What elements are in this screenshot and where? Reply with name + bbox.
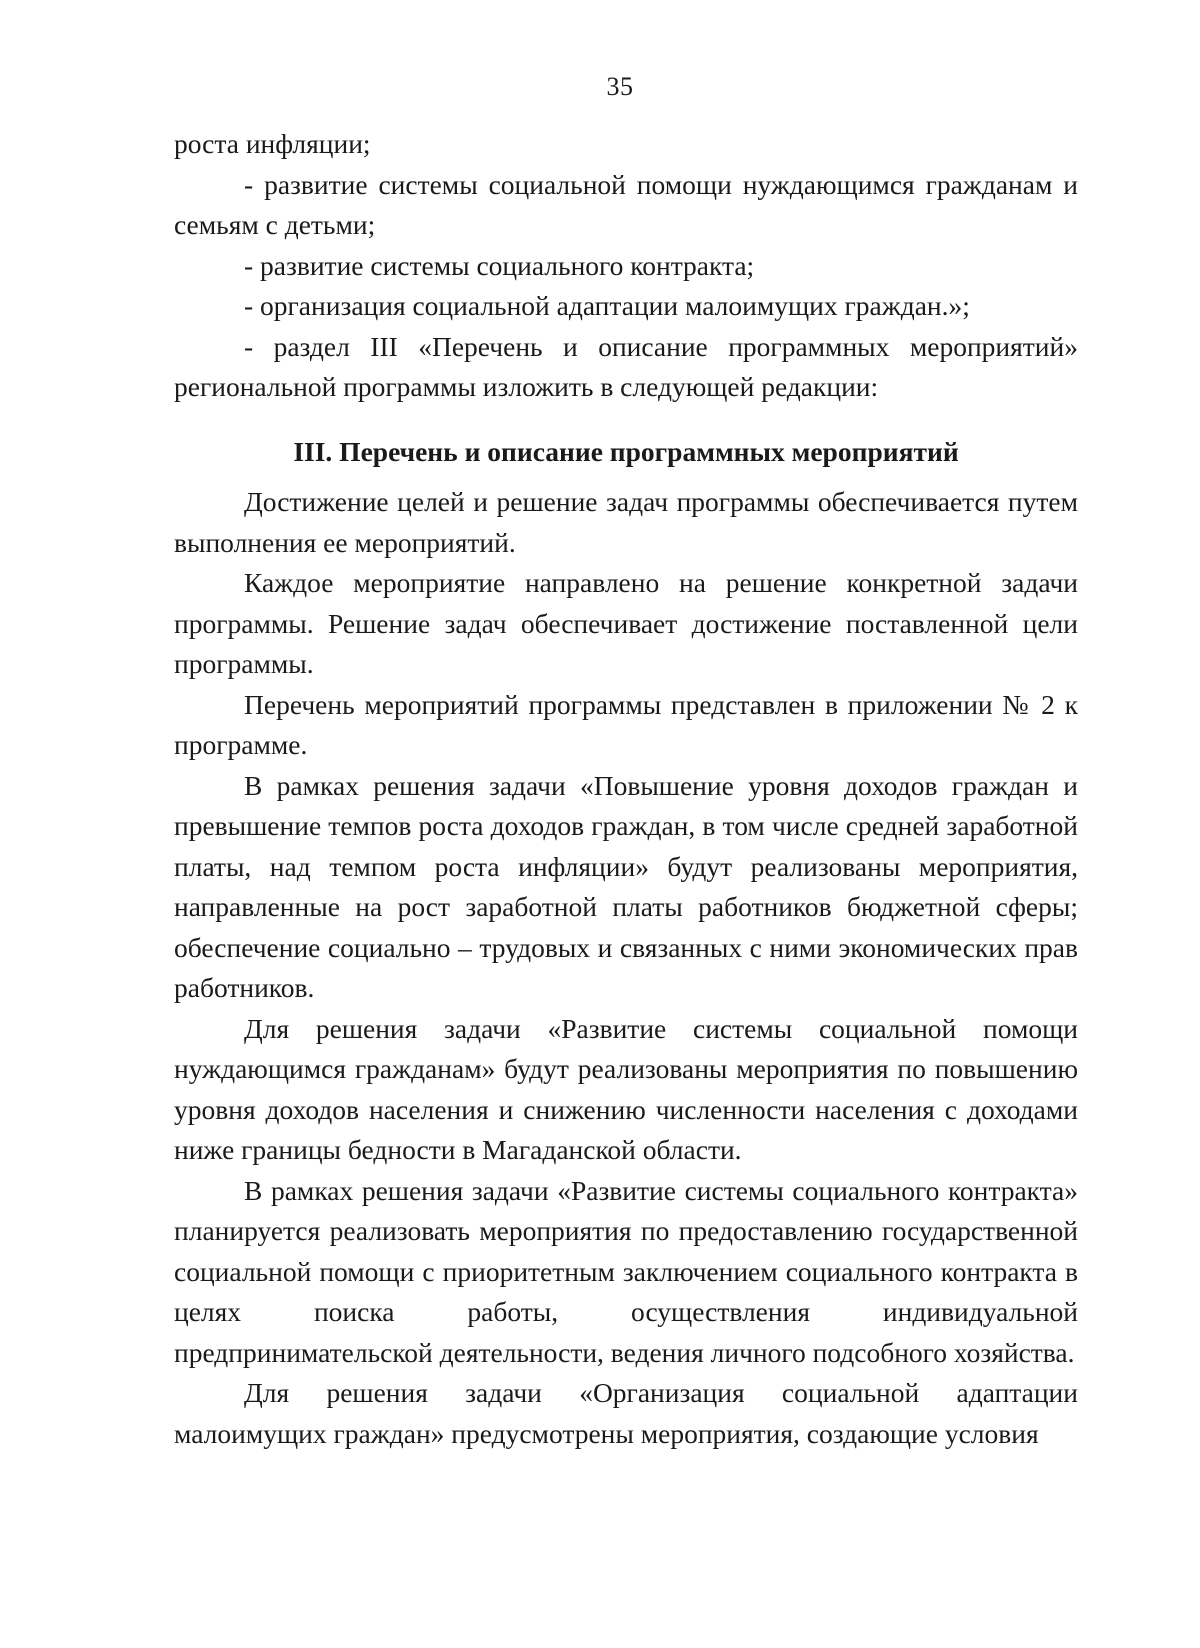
paragraph: В рамках решения задачи «Повышение уровня доходов граждан и превышение темпов роста доходов граждан, в том числе средней заработной платы, над темпом роста инфляции» будут реализованы мероприятия, направленные на рост заработной платы работников бюджетной сферы; обеспечение социально – трудовых и связанных с ними экономических прав работников. [174,769,1078,1003]
page-number: 35 [606,72,634,101]
section-heading: III. Перечень и описание программных мероприятий [293,435,959,467]
paragraph: Достижение целей и решение задач программы обеспечивается путем выполнения ее мероприятий. [174,486,1078,558]
paragraph: Для решения задачи «Развитие системы социальной помощи нуждающимся гражданам» будут реализованы мероприятия по повышению уровня доходов населения и снижению численности населения с доходами ниже границы бедности в Магаданской области. [174,1012,1078,1165]
list-item: - раздел III «Перечень и описание программных мероприятий» региональной программы изложить в следующей редакции: [174,330,1078,402]
paragraph: роста инфляции; [174,128,371,159]
list-item: - организация социальной адаптации малоимущих граждан.»; [244,290,970,321]
document-body [174,124,1078,1454]
paragraph: Перечень мероприятий программы представлен в приложении № 2 к программе. [174,688,1078,760]
paragraph: Каждое мероприятие направлено на решение конкретной задачи программы. Решение задач обеспечивает достижение поставленной цели программы. [174,567,1078,679]
paragraph: Для решения задачи «Организация социальной адаптации малоимущих граждан» предусмотрены мероприятия, создающие условия [174,1377,1078,1449]
paragraph: В рамках решения задачи «Развитие системы социального контракта» планируется реализовать мероприятия по предоставлению государственной социальной помощи с приоритетным заключением социального контракта в целях поиска работы, осуществления индивидуальной предпринимательской деятельности, ведения личного подсобного хозяйства. [174,1174,1078,1368]
list-item: - развитие системы социального контракта; [244,249,755,281]
list-item: - развитие системы социальной помощи нуждающимся гражданам и семьям с детьми; [174,168,1078,240]
